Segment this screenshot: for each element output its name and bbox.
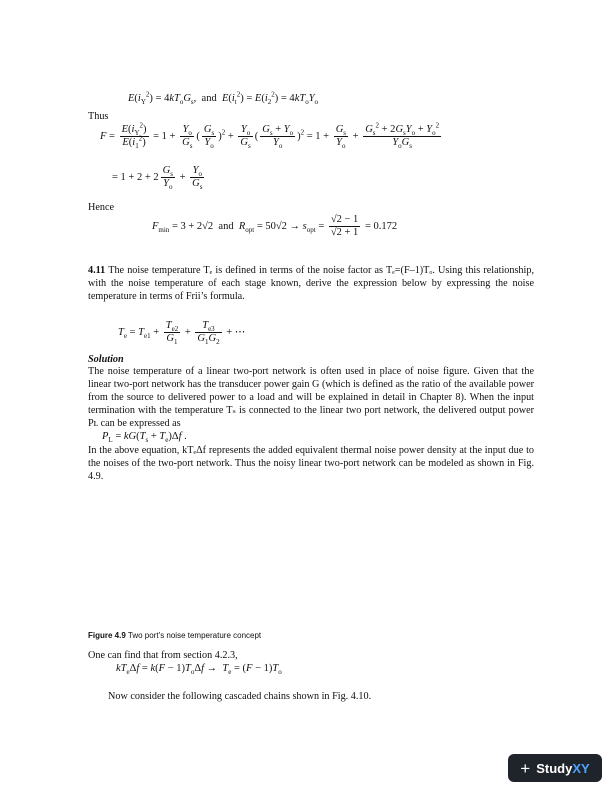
studyxy-badge[interactable] — [508, 754, 602, 782]
solution-heading: Solution — [88, 354, 124, 365]
plus-icon: + — [520, 758, 531, 778]
hence-label: Hence — [88, 202, 115, 213]
figure-caption-text: Two port’s noise temperature concept — [127, 631, 262, 640]
thus-label: Thus — [88, 111, 109, 122]
equation-temperature-relation: $kT_e\Delta f = k(F - 1)T_o\Delta f \to T_e = (F - 1)T_o$ — [116, 663, 282, 677]
equation-noise-factor: F = $\frac{E(i_Y^2)}{E(i_1^2)}$ = 1 + $\frac{Y_o}{G_s}$ ( $\frac{G_s}{Y_o}$ )$^2$ + $\frac{Y_o}{G_s}$ ( $\frac{G_s + Y_o}{Y_o}$ )$^2$ = 1 + $\frac{G_s}{Y_o}$ + $\frac{G_s^2 + 2G_sY_o + Y_o^2}{Y_oG_s}$ — [100, 121, 440, 151]
closing-text: Now consider the following cascaded chains shown in Fig. 4.10. — [108, 691, 372, 702]
solution-paragraph-1: The noise temperature of a linear two-port network is often used in place of noise figure. Given that the linear two-port network has the transducer power gain G (which is defined as the ratio of the available power from the source to delivered power to a load and will be explained in detail in Chapter 8). When the input termination with the temperature Tₛ is connected to the linear two port network, the delivered output power Pʟ can be expressed as — [88, 366, 534, 429]
ropt-value: = 50√2 → — [256, 220, 301, 232]
equation-delivered-power: $P_L = kG(T_s + T_e)\Delta f$ . — [102, 431, 187, 445]
after-figure-text: One can find that from section 4.2.3, — [88, 650, 238, 661]
problem-4-11 — [88, 264, 534, 303]
fmin-value: = 3 + 2√2 — [171, 220, 214, 232]
equation-friis-temperature: $T_e = T_{e1}$ + $\frac{T_{e2}}{G_1}$ + $\frac{T_{e3}}{G_1G_2}$ + ⋯ — [118, 320, 246, 347]
problem-text: The noise temperature Tₑ is defined in terms of the noise factor as Tₑ=(F–1)Tₒ. Using this relationship, with the noise temperature of each stage known, derive the expression below by expressing the noise temperature in terms of Frii’s formula. — [88, 265, 534, 302]
brand-accent: XY — [572, 760, 590, 776]
problem-number: 4.11 — [88, 265, 106, 276]
equation-noise-sources: $E(i_Y^2) = 4kT_oG_s$, and $E(i_t^2) = E(i_2^2) = 4kT_oY_o$ — [128, 90, 319, 107]
equation-optimum: $F_{min} = 3 + 2√2$ and $R_{opt} = 50√2 \to s_{opt}$ = $\frac{√2 - 1}{√2 + 1}$ = 0.172 — [152, 214, 398, 238]
brand-main: Study — [536, 760, 573, 776]
figure-caption — [88, 629, 261, 642]
and-word-2: and — [218, 220, 234, 232]
solution-paragraph-2: In the above equation, kTₑΔf represents the added equivalent thermal noise power density at the input due to the noises of the two-port network. Thus the noisy linear two-port network can be modeled as shown in Fig. 4.9. — [88, 445, 534, 482]
and-word: and — [201, 93, 217, 104]
equation-noise-factor-simplified: = 1 + 2 + 2 $\frac{G_s}{Y_o}$ + $\frac{Y_o}{G_s}$ — [112, 165, 203, 192]
figure-label: Figure 4.9 — [88, 631, 126, 640]
sopt-value: = 0.172 — [364, 220, 398, 232]
